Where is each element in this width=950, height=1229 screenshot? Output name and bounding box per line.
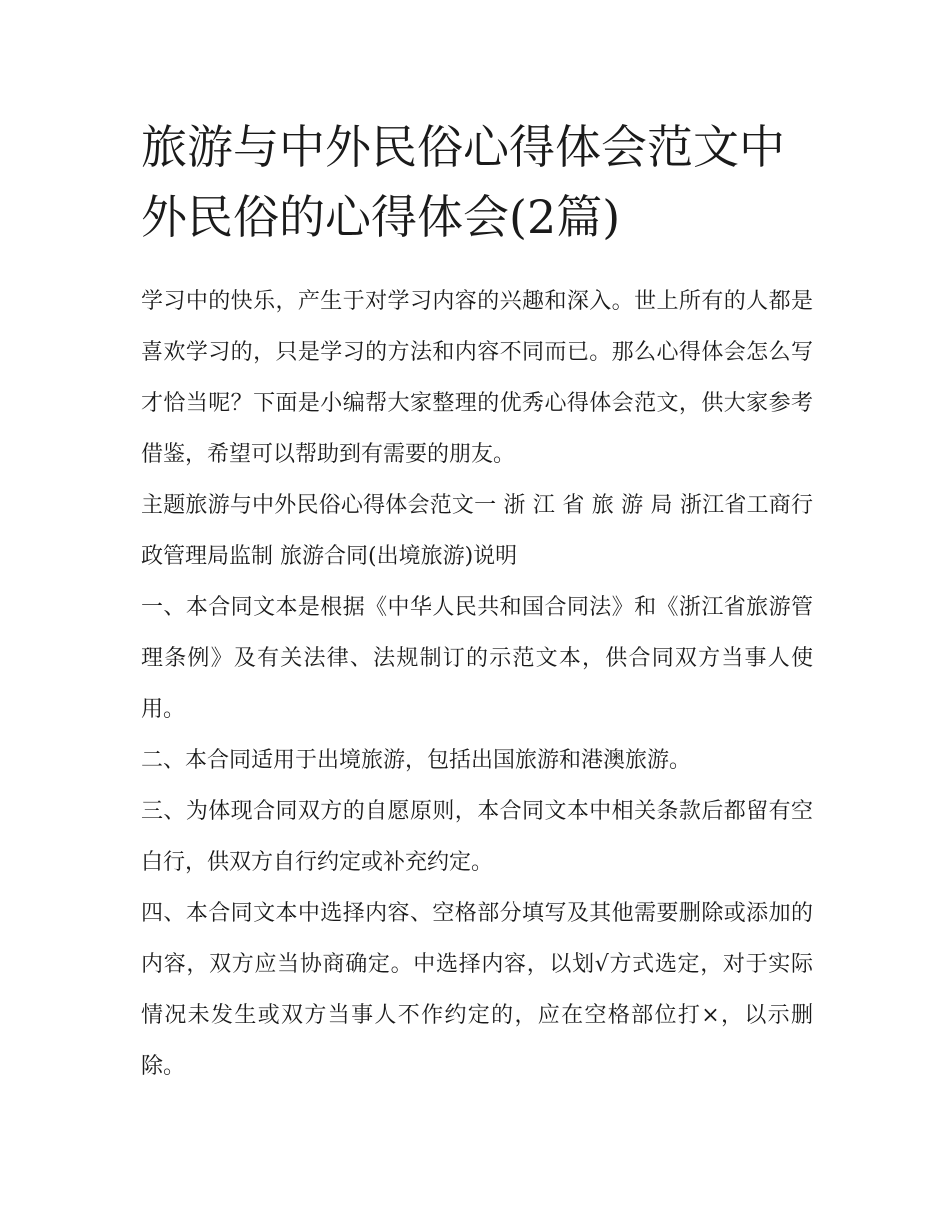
- intro-paragraph: 学习中的快乐，产生于对学习内容的兴趣和深入。世上所有的人都是喜欢学习的，只是学习的方法和内容不同而已。那么心得体会怎么写才恰当呢？下面是小编帮大家整理的优秀心得体会范文，供大家参考借鉴，希望可以帮助到有需要的朋友。: [141, 289, 813, 467]
- topic-paragraph: 主题旅游与中外民俗心得体会范文一 浙 江 省 旅 游 局 浙江省工商行政管理局监制 旅游合同(出境旅游)说明: [141, 493, 813, 569]
- clause-two-paragraph: 二、本合同适用于出境旅游，包括出国旅游和港澳旅游。: [141, 748, 692, 773]
- document-body: [141, 112, 813, 1092]
- document-title: 旅游与中外民俗心得体会范文中外民俗的心得体会(2篇): [141, 120, 785, 244]
- clause-three-paragraph: 三、为体现合同双方的自愿原则，本合同文本中相关条款后都留有空白行，供双方自行约定或补充约定。: [141, 799, 813, 875]
- clause-one-paragraph: 一、本合同文本是根据《中华人民共和国合同法》和《浙江省旅游管理条例》及有关法律、法规制订的示范文本，供合同双方当事人使用。: [141, 595, 813, 722]
- clause-four-paragraph: 四、本合同文本中选择内容、空格部分填写及其他需要删除或添加的内容，双方应当协商确定。中选择内容，以划√方式选定，对于实际情况未发生或双方当事人不作约定的，应在空格部位打×，以示删除。: [141, 901, 813, 1079]
